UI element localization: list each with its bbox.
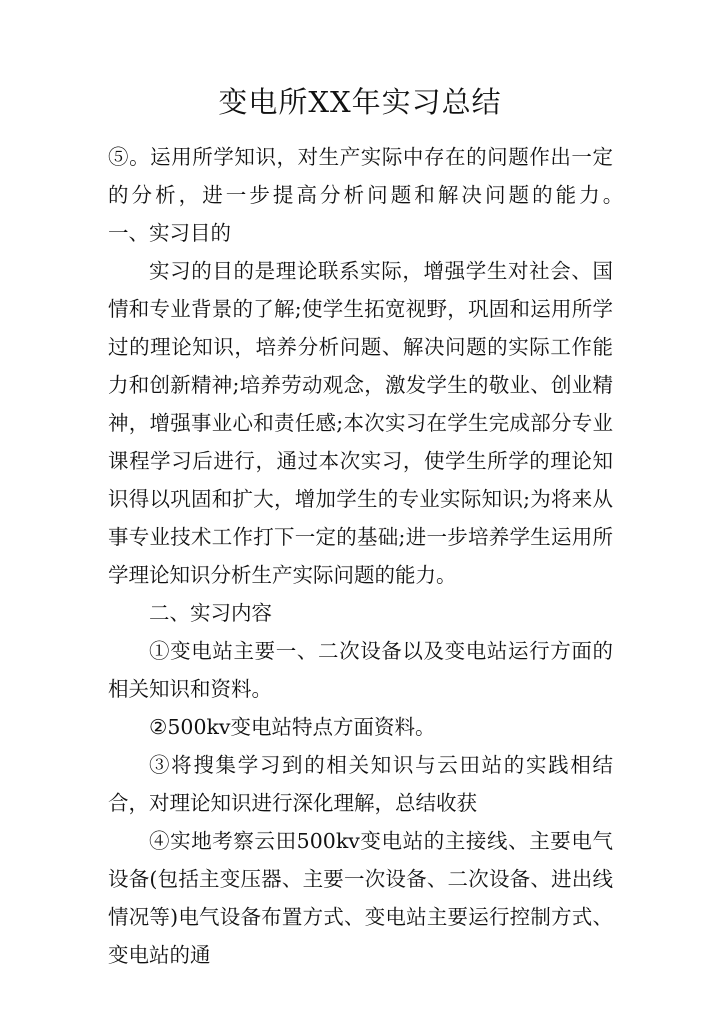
paragraph-item-2: ②500kv变电站特点方面资料。 (149, 715, 436, 739)
paragraph-item-1: ①变电站主要一、二次设备以及变电站运行方面的相关知识和资料。 (108, 639, 613, 701)
document-body (108, 138, 675, 974)
document-title: 变电所XX年实习总结 (218, 85, 502, 119)
paragraph-item-3: ③将搜集学习到的相关知识与云田站的实践相结合，对理论知识进行深化理解，总结收获 (108, 753, 613, 815)
paragraph-purpose: 实习的目的是理论联系实际，增强学生对社会、国情和专业背景的了解;使学生拓宽视野，巩固和运用所学过的理论知识，培养分析问题、解决问题的实际工作能力和创新精神;培养劳动观念，激发学生的敬业、创业精神，增强事业心和责任感;本次实习在学生完成部分专业课程学习后进行，通过本次实习，使学生所学的理论知识得以巩固和扩大，增加学生的专业实际知识;为将来从事专业技术工作打下一定的基础;进一步培养学生运用所学理论知识分析生产实际问题的能力。 (108, 259, 613, 587)
section-heading-content: 二、实习内容 (149, 601, 272, 625)
paragraph-item-4: ④实地考察云田500kv变电站的主接线、主要电气设备(包括主变压器、主要一次设备、二次设备、进出线情况等)电气设备布置方式、变电站主要运行控制方式、变电站的通 (108, 829, 613, 967)
paragraph-intro: ⑤。运用所学知识，对生产实际中存在的问题作出一定的分析，进一步提高分析问题和解决问题的能力。 一、实习目的 (108, 145, 675, 245)
